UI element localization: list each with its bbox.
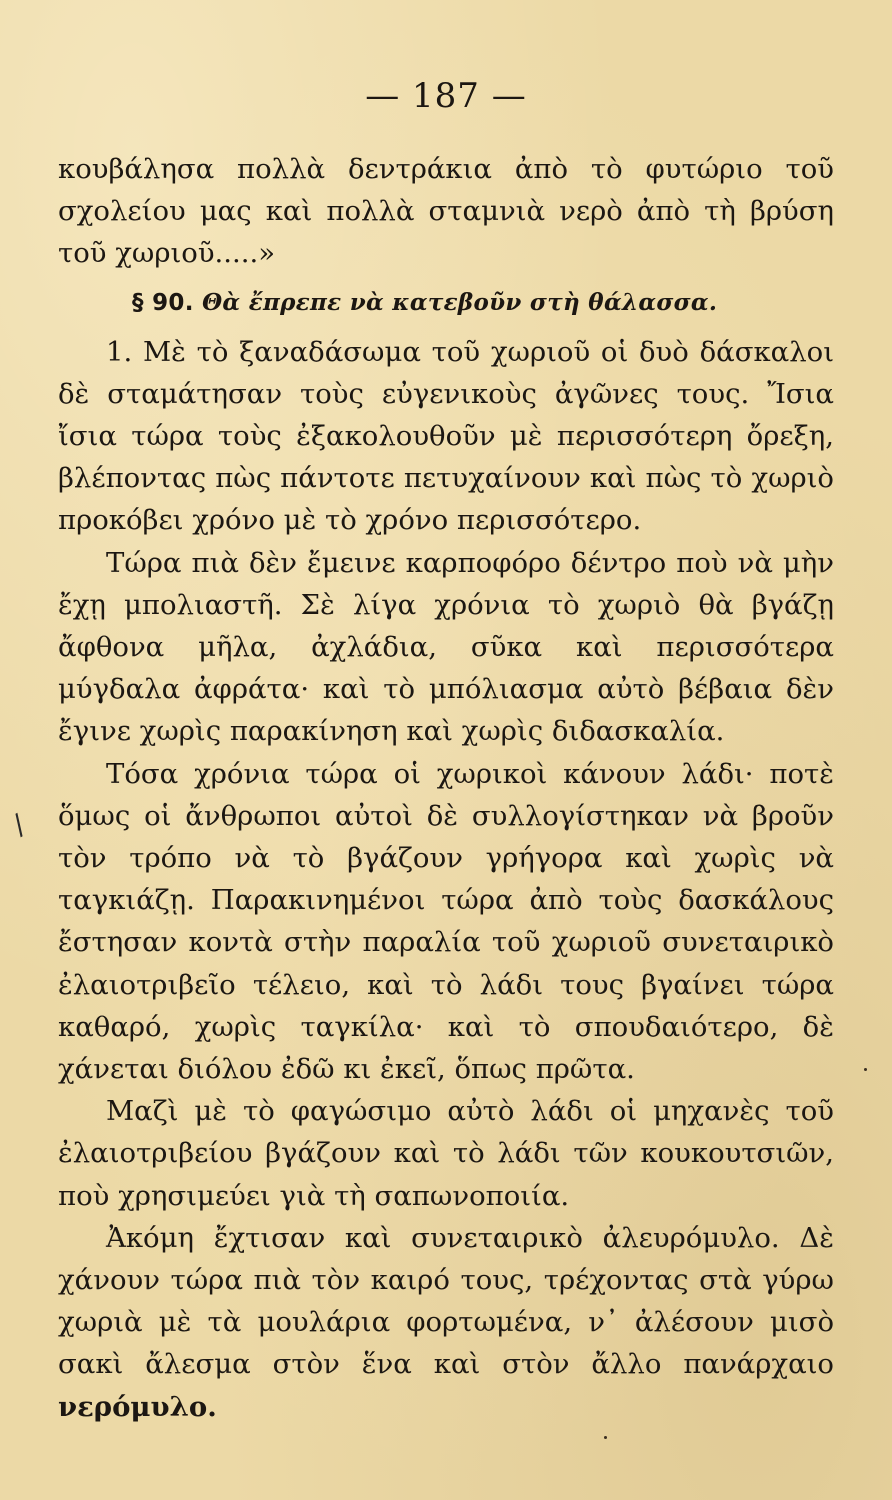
body-text — [58, 148, 834, 1428]
paragraph-1: 1. Μὲ τὸ ξαναδάσωμα τοῦ χωριοῦ οἱ δυὸ δάσκαλοι δὲ σταμάτησαν τοὺς εὐγενικοὺς ἀγῶνες τους. Ἴσια ἴσια τώρα τοὺς ἐξακολουθοῦν μὲ περισσότερη ὄρεξη, βλέποντας πὼς πάντοτε πετυχαίνουν καὶ πὼς τὸ χωριὸ προκόβει χρόνο μὲ τὸ χρόνο περισσότερο. — [58, 335, 834, 537]
paragraph-4: Μαζὶ μὲ τὸ φαγώσιμο αὐτὸ λάδι οἱ μηχανὲς τοῦ ἐλαιοτριβείου βγάζουν καὶ τὸ λάδι τῶν κουκουτσιῶν, ποὺ χρησιμεύει γιὰ τὴ σαπωνοποιία. — [58, 1095, 834, 1212]
page-number: — 187 — — [365, 76, 527, 116]
paragraph-2: Τώρα πιὰ δὲν ἔμεινε καρποφόρο δέντρο ποὺ νὰ μὴν ἔχῃ μπολιαστῆ. Σὲ λίγα χρόνια τὸ χωριὸ θὰ βγάζῃ ἄφθονα μῆλα, ἀχλάδια, σῦκα καὶ περισσότερα μύγδαλα ἀφράτα· καὶ τὸ μπόλιασμα αὐτὸ βέβαια δὲν ἔγινε χωρὶς παρακίνηση καὶ χωρὶς διδασκαλία. — [58, 546, 834, 748]
ink-speck — [864, 1068, 867, 1071]
paragraph-3: Τόσα χρόνια τώρα οἱ χωρικοὶ κάνουν λάδι· ποτὲ ὅμως οἱ ἄνθρωποι αὐτοὶ δὲ συλλογίστηκαν νὰ βροῦν τὸν τρόπο νὰ τὸ βγάζουν γρήγορα καὶ χωρὶς νὰ ταγκιάζῃ. Παρακινημένοι τώρα ἀπὸ τοὺς δασκάλους ἔστησαν κοντὰ στὴν παραλία τοῦ χωριοῦ συνεταιρικὸ ἐλαιοτριβεῖο τέλειο, καὶ τὸ λάδι τους βγαίνει τώρα καθαρό, χωρὶς ταγκίλα· καὶ τὸ σπουδαιότερο, δὲ χάνεται διόλου ἐδῶ κι ἐκεῖ, ὅπως πρῶτα. — [58, 757, 834, 1086]
continued-paragraph: κουβάλησα πολλὰ δεντράκια ἀπὸ τὸ φυτώριο τοῦ σχολείου μας καὶ πολλὰ σταμνιὰ νερὸ ἀπὸ τὴ βρύση τοῦ χωριοῦ.....» — [58, 153, 834, 270]
section-title: Θὰ ἔπρεπε νὰ κατεβοῦν στὴ θάλασσα. — [202, 288, 718, 316]
ink-speck — [604, 1436, 607, 1439]
paragraph-5-text: Ἀκόμη ἔχτισαν καὶ συνεταιρικὸ ἀλευρόμυλο. Δὲ χάνουν τώρα πιὰ τὸν καιρό τους, τρέχοντας στὰ γύρω χωριὰ μὲ τὰ μουλάρια φορτωμένα, ν᾿ ἀλέσουν μισὸ σακὶ ἄλεσμα στὸν ἕνα καὶ στὸν ἄλλο πανάρχαιο — [58, 1221, 834, 1381]
margin-pencil-mark: / — [6, 807, 32, 842]
section-number: § 90. — [132, 289, 194, 316]
last-word: νερόμυλο. — [58, 1390, 217, 1423]
paragraph-5 — [58, 1217, 834, 1428]
section-heading — [58, 283, 834, 323]
